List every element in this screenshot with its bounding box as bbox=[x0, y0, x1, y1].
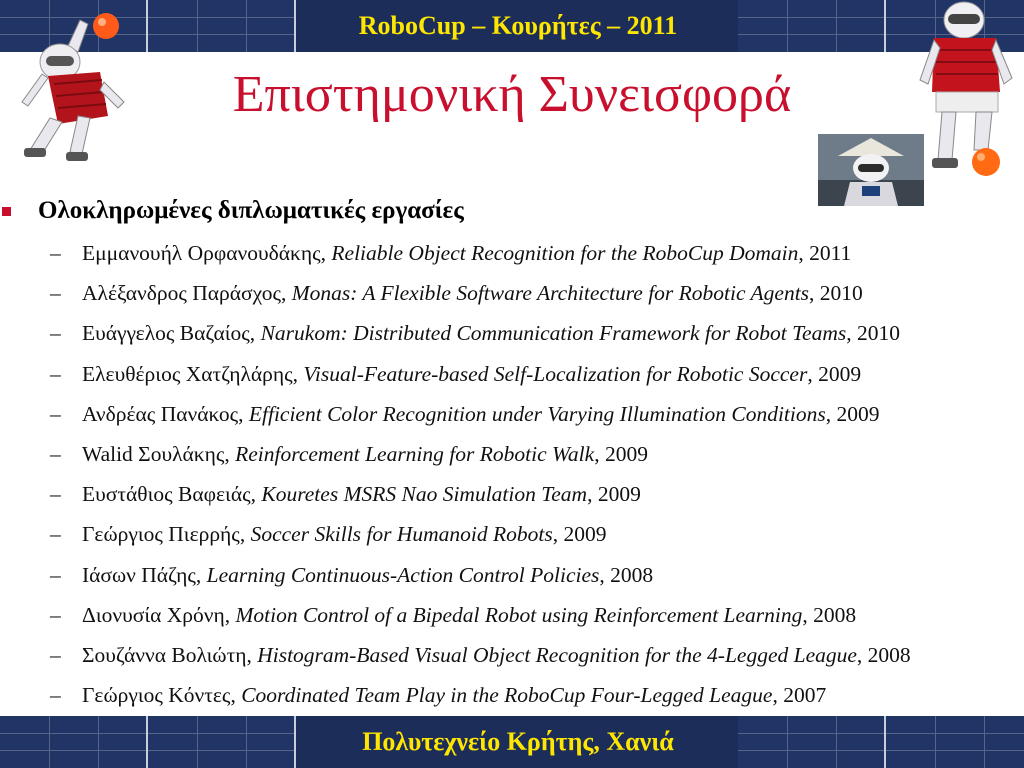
thesis-title: Reliable Object Recognition for the RoboCup Domain bbox=[331, 241, 799, 265]
thesis-author: Γεώργιος Πιερρής, bbox=[82, 522, 251, 547]
thesis-year: , 2008 bbox=[802, 602, 857, 627]
dash-bullet: – bbox=[50, 642, 61, 667]
thesis-title: Efficient Color Recognition under Varying Illumination Conditions bbox=[248, 401, 826, 426]
thesis-year: , 2009 bbox=[594, 441, 648, 466]
slide-title: Επιστημονική Συνεισφορά bbox=[232, 66, 792, 123]
list-item bbox=[0, 394, 1024, 434]
dash-bullet: – bbox=[50, 321, 61, 346]
thesis-year: , 2009 bbox=[552, 522, 607, 547]
thesis-title: Kouretes MSRS Nao Simulation Team bbox=[261, 482, 588, 507]
robot-jumping-icon bbox=[8, 6, 138, 166]
thesis-entry bbox=[82, 635, 911, 675]
thesis-year: , 2010 bbox=[809, 281, 863, 306]
thesis-author: Ελευθέριος Χατζηλάρης, bbox=[82, 361, 304, 386]
thesis-title: Soccer Skills for Humanoid Robots bbox=[250, 522, 553, 547]
thesis-entry bbox=[82, 434, 648, 474]
thesis-title: Learning Continuous-Action Control Policies bbox=[206, 562, 600, 587]
header-title: RoboCup – Κουρήτες – 2011 bbox=[358, 11, 678, 40]
dash-bullet: – bbox=[50, 562, 61, 587]
list-item bbox=[0, 474, 1024, 514]
thesis-year: , 2008 bbox=[599, 562, 654, 587]
list-item bbox=[0, 595, 1024, 635]
list-item bbox=[0, 354, 1024, 394]
thesis-list bbox=[0, 233, 1024, 715]
dash-bullet: – bbox=[50, 602, 61, 627]
thesis-title: Monas: A Flexible Software Architecture for Robotic Agents bbox=[291, 281, 810, 306]
dash-bullet: – bbox=[50, 522, 61, 547]
list-item bbox=[0, 635, 1024, 675]
thesis-entry bbox=[82, 313, 900, 353]
thesis-entry bbox=[82, 233, 851, 273]
thesis-title: Histogram-Based Visual Object Recognition for the 4-Legged League bbox=[257, 642, 857, 667]
thesis-year: , 2009 bbox=[825, 401, 880, 426]
thesis-author: Εμμανουήλ Ορφανουδάκης, bbox=[82, 241, 332, 265]
thesis-entry bbox=[82, 555, 653, 595]
thesis-author: Ιάσων Πάζης, bbox=[82, 562, 207, 587]
thesis-author: Ανδρέας Πανάκος, bbox=[82, 401, 249, 426]
thesis-author: Διονυσία Χρόνη, bbox=[82, 602, 236, 627]
list-item bbox=[0, 555, 1024, 595]
dash-bullet: – bbox=[50, 281, 61, 306]
robot-photo bbox=[818, 134, 924, 206]
header-banner bbox=[0, 0, 1024, 52]
thesis-entry bbox=[82, 595, 856, 635]
thesis-entry bbox=[82, 354, 861, 394]
dash-bullet: – bbox=[50, 361, 61, 386]
thesis-title: Motion Control of a Bipedal Robot using Reinforcement Learning bbox=[235, 602, 803, 627]
dash-bullet: – bbox=[50, 482, 61, 507]
thesis-title: Reinforcement Learning for Robotic Walk bbox=[235, 441, 595, 466]
thesis-author: Σουζάννα Βολιώτη, bbox=[82, 642, 258, 667]
list-item bbox=[0, 233, 1024, 273]
section-heading: Ολοκληρωμένες διπλωματικές εργασίες bbox=[38, 197, 464, 224]
thesis-year: , 2008 bbox=[856, 642, 911, 667]
thesis-entry bbox=[82, 474, 641, 514]
dash-bullet: – bbox=[50, 241, 61, 265]
thesis-author: Ευάγγελος Βαζαίος, bbox=[82, 321, 261, 346]
dash-bullet: – bbox=[50, 683, 61, 708]
thesis-year: , 2010 bbox=[846, 321, 900, 346]
thesis-year: , 2011 bbox=[798, 241, 852, 265]
thesis-author: Γεώργιος Κόντες, bbox=[82, 683, 242, 708]
footer-text: Πολυτεχνείο Κρήτης, Χανιά bbox=[362, 727, 674, 756]
thesis-author: Ευστάθιος Βαφειάς, bbox=[82, 482, 262, 507]
thesis-title: Visual-Feature-based Self-Localization for Robotic Soccer bbox=[303, 361, 808, 386]
thesis-title: Coordinated Team Play in the RoboCup Four-Legged League bbox=[241, 683, 773, 708]
square-bullet-icon bbox=[2, 207, 11, 216]
list-item bbox=[0, 675, 1024, 715]
list-item bbox=[0, 514, 1024, 554]
thesis-year: , 2007 bbox=[772, 683, 827, 708]
thesis-author: Walid Σουλάκης, bbox=[82, 441, 236, 466]
dash-bullet: – bbox=[50, 401, 61, 426]
list-item bbox=[0, 434, 1024, 474]
thesis-entry bbox=[82, 273, 863, 313]
thesis-year: , 2009 bbox=[587, 482, 641, 507]
footer-banner bbox=[0, 716, 1024, 768]
thesis-entry bbox=[82, 514, 607, 554]
thesis-entry bbox=[82, 394, 880, 434]
list-item bbox=[0, 313, 1024, 353]
thesis-title: Narukom: Distributed Communication Framework for Robot Teams bbox=[260, 321, 847, 346]
thesis-entry bbox=[82, 675, 826, 715]
thesis-year: , 2009 bbox=[807, 361, 862, 386]
thesis-author: Αλέξανδρος Παράσχος, bbox=[82, 281, 292, 306]
dash-bullet: – bbox=[50, 441, 61, 466]
list-item bbox=[0, 273, 1024, 313]
robot-standing-icon bbox=[912, 0, 1022, 180]
